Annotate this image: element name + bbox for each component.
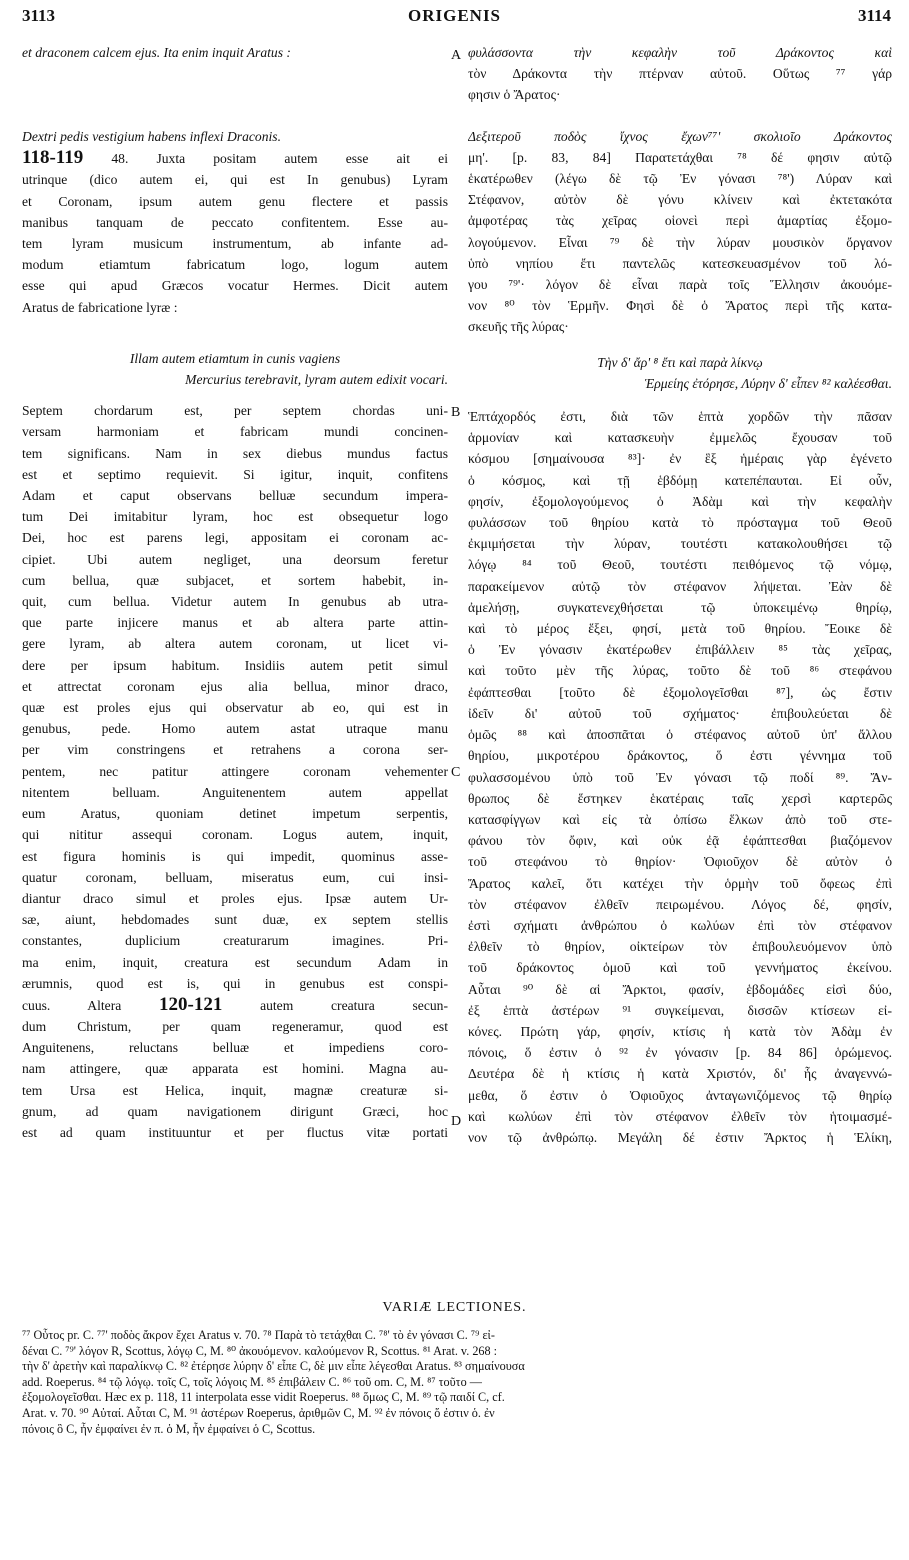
latin-paragraph-line: tem significans. Nam in sex diebus mundus factus bbox=[22, 445, 448, 461]
latin-paragraph-line: modum etiamtum fabricatum logo, logum autem bbox=[22, 257, 448, 273]
margin-letter-b: B bbox=[451, 405, 461, 420]
greek-paragraph-line: καὶ κωλύων ἐπὶ τὸν στέφανον ἐλθεῖν τὸν ἡτοιμασμέ- bbox=[468, 1108, 892, 1124]
latin-paragraph-line: quæ est proles ejus qui observatur ab eo, qui est in bbox=[22, 700, 448, 716]
latin-paragraph-line: per vim constringens et retrahens a corona ser- bbox=[22, 742, 448, 758]
greek-paragraph-line: παρακείμενον αὐτῷ τὸν στέφανον λήψεται. Ἐὰν δὲ bbox=[468, 578, 892, 594]
footnote-line: πόνοις ὃ C, ἦν ἐμφαίνει ἐν π. ὁ M, ἦν ἐμφαίνει ὁ C, Scottus. bbox=[22, 1421, 316, 1436]
greek-paragraph-line: φάνου τὸν ὄφιν, καὶ οὐκ ἐᾷ ἐφάπτεσθαι βιαζόμενον bbox=[468, 833, 892, 849]
greek-paragraph-line: θηρίου, μικροτέρου δράκοντος, ὅ ἐστι γέννημα τοῦ bbox=[468, 748, 892, 764]
footnote-line: Arat. v. 70. ⁹⁰ Αὐταί. Αὗται C, M. ⁹¹ ἀστέρων Roeperus, ἀριθμῶν C, M. ⁹² ἐν πόνοις ὅ ἐστιν ὁ. ἐν bbox=[22, 1405, 495, 1420]
greek-paragraph-line: φησιν ὁ Ἄρατος· bbox=[468, 87, 561, 103]
latin-paragraph-line: tem lyram musicum instrumentum, ab infante ad- bbox=[22, 236, 448, 252]
greek-paragraph-line: Ἑπτάχορδός ἐστι, διὰ τῶν ἑπτὰ χορδῶν τὴν πᾶσαν bbox=[468, 409, 892, 425]
latin-paragraph-line: et attrectat coronam ejus alia bellua, minor draco, bbox=[22, 678, 448, 694]
latin-paragraph-line: qui nititur assequi coronam. Logus autem, inquit, bbox=[22, 827, 448, 843]
latin-paragraph-line: dum Christum, per quam regeneramur, quod est bbox=[22, 1018, 448, 1034]
greek-paragraph-line: Ἄρατος καλεῖ, ὅτι κατέχει τὴν ὁρμὴν τοῦ ὄφεως ἐπὶ bbox=[468, 875, 892, 891]
greek-paragraph-line: ὑπὸ νηπίου ἔτι παντελῶς κατεσκευασμένον τοῦ λό- bbox=[468, 255, 892, 271]
latin-paragraph-line: gere lyram, ab altera autem coronam, ut licet vi- bbox=[22, 636, 448, 652]
latin-paragraph-line: Aratus de fabricatione lyræ : bbox=[22, 299, 178, 315]
latin-paragraph-line: quit, cum bellua. Videtur autem In genubus ab utra- bbox=[22, 594, 448, 610]
margin-letter-a: A bbox=[451, 48, 462, 63]
greek-paragraph-line: τοῦ στεφάνου τὸ θηρίον· Ὀφιοῦχον δὲ αὐτὸν ὁ bbox=[468, 854, 892, 870]
greek-paragraph-line: ἁρμονίαν καὶ κατασκευὴν ἐμμελῶς ἔχουσαν τοῦ bbox=[468, 430, 892, 446]
section-number-118-119: 118-119 bbox=[22, 147, 84, 169]
greek-paragraph-line: σκευῆς τῆς λύρας· bbox=[468, 319, 569, 335]
latin-verse-1: Dextri pedis vestigium habens inflexi Draconis. bbox=[22, 129, 281, 145]
latin-paragraph-line: tem Ursa est Helica, inquit, magnæ creaturæ si- bbox=[22, 1082, 448, 1098]
latin-verse-2: Illam autem etiamtum in cunis vagiens bbox=[129, 350, 341, 366]
greek-paragraph-line: κόσμου [σημαίνουσα ⁸³]· ἐν ἓξ ἡμέραις γὰρ ἐγένετο bbox=[468, 451, 892, 467]
greek-paragraph-line: νον τῷ ἀνθρώπῳ. Μεγάλη δέ ἐστιν Ἄρκτος ἡ Ἑλίκη, bbox=[468, 1129, 892, 1145]
latin-paragraph-line: gnum, ad quam navigationem dirigunt Græci, hoc bbox=[22, 1103, 448, 1119]
greek-paragraph-line: Δευτέρα δὲ ἡ κτίσις ἡ κατὰ Χριστόν, δι' ἧς ἀναγεννώ- bbox=[468, 1066, 892, 1082]
latin-paragraph-line: 48. Juxta positam autem esse ait ei bbox=[111, 151, 448, 167]
greek-paragraph-line: μη'. [p. 83, 84] Παρατετάχθαι ⁷⁸ δέ φησιν αὐτῷ bbox=[468, 149, 892, 165]
greek-paragraph-line: θρωπος δὲ ἕστηκεν ἑκατέραις ταῖς χερσὶ καρτερῶς bbox=[468, 790, 892, 806]
latin-paragraph-line: esse qui apud Græcos vocatur Hermes. Dicit autem bbox=[22, 278, 448, 294]
latin-paragraph-line: Septem chordarum est, per septem chordas uni- bbox=[22, 403, 448, 419]
latin-paragraph-line: est ad quam instituuntur et per fluctus vitæ portati bbox=[22, 1124, 448, 1140]
latin-paragraph-line: cuus. Altera bbox=[22, 997, 122, 1013]
latin-opening-line: et draconem calcem ejus. Ita enim inquit Aratus : bbox=[22, 45, 291, 60]
greek-paragraph-line: νον ⁸⁰ τὸν Ἑρμῆν. Φησὶ δὲ ὁ Ἄρατος περὶ τῆς κατα- bbox=[468, 298, 892, 314]
greek-paragraph-line: γου ⁷⁹'· λόγον δὲ εἶναι παρὰ τοῖς Ἕλλησιν ἀκουόμε- bbox=[468, 277, 892, 293]
greek-paragraph-line: καὶ τὸ μέρος ἕξει, φησί, μετὰ τοῦ θηρίου. Ἔοικε δὲ bbox=[468, 621, 892, 637]
page-number-right: 3114 bbox=[857, 6, 891, 25]
latin-paragraph-line: eum Aratus, quoniam detinet impetum serpentis, bbox=[22, 806, 448, 822]
latin-paragraph-line: nitentem belluam. Anguitenentem autem appellat bbox=[22, 784, 448, 800]
greek-paragraph-line: τὸν Δράκοντα τὴν πτέρναν αὐτοῦ. Οὕτως ⁷⁷ γάρ bbox=[468, 66, 892, 82]
greek-paragraph-line: ἑκατέρωθεν (λέγω δὲ τῷ Ἐν γόνασι ⁷⁸') Λύραν καὶ bbox=[468, 171, 892, 187]
latin-paragraph-line: est et septimo requievit. Si igitur, inquit, confitens bbox=[22, 466, 448, 482]
greek-paragraph-line: λόγῳ ⁸⁴ τοῦ Θεοῦ, τουτέστι πειθόμενος τῷ νόμῳ, bbox=[468, 557, 892, 573]
page-number-left: 3113 bbox=[22, 6, 56, 25]
footnote-line: δέναι C. ⁷⁹' λόγον R, Scottus, λόγῳ C, M. ⁸⁰ ἀκουόμενον. καλούμενον R, Scottus. ⁸¹ Arat. v. 268 : bbox=[22, 1343, 498, 1358]
latin-verse-2: Mercurius terebravit, lyram autem edixit vocari. bbox=[185, 372, 448, 388]
latin-paragraph-line: cipiet. Ubi autem negliget, una deorsum feretur bbox=[22, 551, 448, 567]
greek-verse-2: Ἑρμείης ἐτόρησε, Λύρην δ' εἶπεν ⁸² καλέεσθαι. bbox=[644, 375, 892, 391]
greek-paragraph-line: ἐξ ἑπτὰ ἀστέρων ⁹¹ συγκείμεναι, δισσῶν κτίσεων εἰ- bbox=[468, 1002, 892, 1018]
greek-paragraph-line: ἐστὶ σχήματι ἀνθρώπου ὁ κωλύων ἐπὶ τὸν στέφανον bbox=[468, 917, 892, 933]
greek-paragraph-line: κόνες. Πρώτη γάρ, φησίν, κτίσις ἡ κατὰ τὸν Ἀδὰμ ἐν bbox=[468, 1023, 892, 1039]
greek-paragraph-line: πόνοις, ὅ ἐστιν ὁ ⁹² ἐν γόνασιν [p. 84 86] ὁρώμενος. bbox=[468, 1045, 892, 1061]
footnote-line: τὴν δ' ἀρετὴν καὶ παραλίκνῳ C. ⁸² ἐτέρησε λύρην δ' εἶπε C, δὲ μιν εἶπε λέγεσθαι Aratus. ⁸³ σημαίνουσα bbox=[22, 1359, 525, 1374]
greek-paragraph-line: Αὗται ⁹⁰ δὲ αἱ Ἄρκτοι, φασίν, ἑβδομάδες εἰσὶ δύο, bbox=[468, 981, 892, 997]
latin-paragraph-line: ma enim, inquit, creatura est secundum Adam in bbox=[22, 954, 448, 970]
latin-column bbox=[22, 42, 448, 1143]
greek-paragraph-line: ἐφάπτεσθαι [τοῦτο δὲ ἐξομολογεῖσθαι ⁸⁷], ὡς ἔστιν bbox=[468, 684, 892, 700]
latin-paragraph-line: nam attingere, quæ apparata est homini. Magna au- bbox=[22, 1061, 448, 1077]
greek-paragraph-line: ὁμῶς ⁸⁸ καὶ ἀποσπᾶται ὁ στέφανος αὐτοῦ ὑπ' ἄλλου bbox=[468, 727, 892, 743]
latin-paragraph-line: diantur draco simul et proles ejus. Ipsæ autem Ur- bbox=[22, 890, 448, 906]
footnote-line: add. Roeperus. ⁸⁴ τῷ λόγῳ. τοῖς C, τοῖς λόγοις M. ⁸⁵ ἐπιβάλειν C. ⁸⁶ τοῦ om. C, M. ⁸⁷ τοῦτο — bbox=[22, 1374, 482, 1389]
greek-paragraph-line: ἰδεῖν δι' αὐτοῦ τοῦ σχήματος· ἐπιβουλεύεται δὲ bbox=[468, 705, 892, 721]
greek-verse-1: Δεξιτεροῦ ποδὸς ἴχνος ἔχων⁷⁷' σκολιοῖο Δράκοντος bbox=[468, 128, 892, 144]
latin-paragraph-line: manibus tanquam de peccato confitentem. Esse au- bbox=[22, 214, 448, 230]
latin-paragraph-line: que parte injicere manus et ab altera parte attin- bbox=[22, 615, 448, 631]
greek-verse-2: Τὴν δ' ἄρ' ⁸ ἔτι καὶ παρὰ λίκνῳ bbox=[597, 354, 763, 370]
footnote-line: ἐξομολογεῖσθαι. Hæc ex p. 118, 11 interpolata esse vidit Roeperus. ⁸⁸ ὅμως C, M. ⁸⁹ τῷ παιδί C, cf. bbox=[22, 1390, 505, 1405]
greek-paragraph-line: κατασφίγγων καὶ εἰς τὰ ὀπίσω ἕλκων ἀπὸ τοῦ στε- bbox=[468, 811, 892, 827]
greek-paragraph-line: Στέφανον, αὐτὸν δὲ γόνυ κλίνειν καὶ ἐκτετακότα bbox=[468, 192, 892, 208]
greek-paragraph-line: φυλάσσοντα τὴν κεφαλὴν τοῦ Δράκοντος καὶ bbox=[468, 45, 892, 60]
latin-paragraph-line: tum Dei imitabitur lyram, hoc est obsequetur logo bbox=[22, 509, 448, 525]
latin-paragraph-line: et Coronam, ipsum autem genu flectere et passis bbox=[22, 193, 448, 209]
variae-lectiones-title: VARIÆ LECTIONES. bbox=[382, 1300, 527, 1315]
latin-paragraph-line: autem creatura secun- bbox=[260, 997, 448, 1013]
footnote-line: ⁷⁷ Οὗτος pr. C. ⁷⁷' ποδὸς ἄκρον ἔχει Aratus v. 70. ⁷⁸ Παρὰ τὸ τετάχθαι C. ⁷⁸' τὸ ἐν γόνασι C. ⁷⁹ εἰ- bbox=[22, 1328, 495, 1342]
latin-paragraph-line: versam harmoniam et fabricam mundi concinen- bbox=[22, 424, 448, 440]
running-title: ORIGENIS bbox=[407, 6, 502, 25]
latin-paragraph-line: constantes, duplicium creaturarum imagines. Pri- bbox=[22, 933, 448, 949]
latin-paragraph-line: est figura hominis is qui impedit, quominus asse- bbox=[22, 848, 448, 864]
latin-paragraph-line: dere per ipsum habitum. Insidiis autem petit simul bbox=[22, 657, 448, 673]
greek-paragraph-line: λογούμενον. Εἶναι ⁷⁹ δὲ τὴν λύραν μουσικὸν ὄργανον bbox=[468, 234, 892, 250]
greek-paragraph-line: μεθα, ὅ ἐστιν ὁ Ὀφιοῦχος ἀνταγωνιζόμενος τῷ θηρίῳ bbox=[468, 1087, 892, 1103]
margin-letter-d: D bbox=[451, 1114, 462, 1129]
latin-paragraph-line: ærumnis, quod est is, qui in genubus est conspi- bbox=[22, 975, 448, 991]
latin-paragraph-line: sæ, aiunt, hebdomades sunt duæ, ex septem stellis bbox=[22, 912, 448, 928]
greek-paragraph-line: ὁ κόσμος, καὶ τῇ ἑβδόμῃ κατεπέπαυται. Εἰ οὖν, bbox=[468, 472, 892, 488]
greek-paragraph-line: τοῦ δράκοντος ὁμοῦ καὶ τοῦ γεννήματος ἐκείνου. bbox=[468, 960, 892, 976]
greek-paragraph-line: ἀμελήσῃ, συγκατενεχθήσεται τῷ ὑποκειμένῳ θηρίῳ, bbox=[468, 599, 892, 615]
greek-paragraph-line: φυλασσομένου ὑπὸ τοῦ Ἐν γόνασι τῷ ποδί ⁸⁹. Ἄν- bbox=[468, 769, 892, 785]
latin-paragraph-line: utrinque (dico autem ei, qui est In genubus) Lyram bbox=[22, 172, 448, 188]
greek-paragraph-line: φυλάσσων τοῦ θηρίου κατὰ τὸ πρόσταγμα τοῦ Θεοῦ bbox=[468, 515, 892, 531]
greek-paragraph-line: ἀμφοτέρας τὰς χεῖρας οἱονεὶ περὶ ἁμαρτίας ἐξομο- bbox=[468, 213, 892, 229]
latin-paragraph-line: Adam et caput observans belluæ secundum impera- bbox=[22, 488, 448, 504]
greek-paragraph-line: τὸν στέφανον ἐλθεῖν πειρωμένου. Λόγος δέ, φησίν, bbox=[468, 896, 892, 912]
margin-letter-c: C bbox=[451, 765, 461, 780]
latin-paragraph-line: pentem, nec patitur attingere coronam vehementer bbox=[22, 763, 448, 779]
variae-lectiones-notes bbox=[22, 1328, 892, 1437]
greek-column bbox=[468, 42, 892, 1148]
latin-paragraph-line: Dei, hoc est parens legi, appositam ei coronam ac- bbox=[22, 530, 448, 546]
greek-paragraph-line: ἐλθεῖν τὸ θηρίον, οἰκτείρων τὸν ἐπιβουλευόμενον ὑπὸ bbox=[468, 939, 892, 955]
greek-paragraph-line: ὁ Ἐν γόνασιν ἑκατέρωθεν ἐπιβάλλειν ⁸⁵ τὰς χεῖρας, bbox=[468, 642, 892, 658]
latin-paragraph-line: quatur coronam, belluam, miseratus eum, cui insi- bbox=[22, 869, 448, 885]
greek-paragraph-line: ἐκμιμήσεται τὴν λύραν, τουτέστι κατακολουθήσει τῷ bbox=[468, 536, 892, 552]
greek-paragraph-line: καὶ τοῦτο μὲν τῆς λύρας, τοῦτο δὲ τοῦ ⁸⁶ στεφάνου bbox=[468, 663, 892, 679]
greek-paragraph-line: φησίν, ἐξομολογούμενος ὁ Ἀδὰμ καὶ τὴν κεφαλὴν bbox=[468, 493, 892, 509]
latin-paragraph-line: genubus, pede. Homo autem astat utraque manu bbox=[22, 721, 448, 737]
section-number-120-121: 120-121 bbox=[159, 993, 223, 1015]
latin-paragraph-line: cum bellua, quæ subjacet, et sortem habebit, in- bbox=[22, 572, 448, 588]
latin-paragraph-line: Anguitenens, reluctans belluæ et impediens coro- bbox=[22, 1040, 448, 1056]
